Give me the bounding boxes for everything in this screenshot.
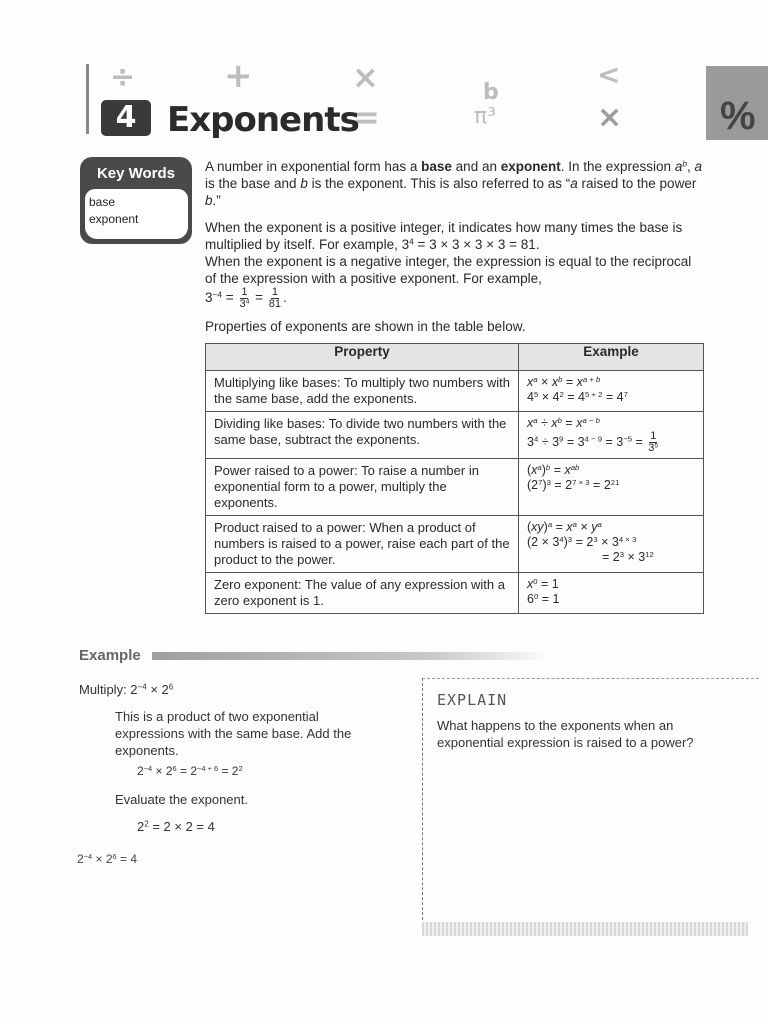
property-cell: Product raised to a power: When a product of numbers is raised to a power, raise each part of the product to the power. bbox=[206, 516, 519, 573]
key-word-base: base bbox=[89, 195, 116, 209]
fraction-symbol: b bbox=[483, 80, 499, 105]
explain-box-bottom-border bbox=[422, 922, 748, 936]
key-word-exponent: exponent bbox=[89, 212, 139, 226]
example-heading-rule bbox=[152, 652, 552, 660]
example-result: $2^{-4} \times 2^6 = 4$ bbox=[77, 851, 138, 866]
intro-paragraph-3: When the exponent is a negative integer, the expression is equal to the reciprocal of the expression with a positive exponent. For example, bbox=[205, 254, 692, 286]
table-header-example: Example bbox=[519, 344, 704, 371]
example-cell: $(x^a)^b = x^{ab}$ $(2^7)^3 = 2^{7 \times 3} = 2^{21}$ bbox=[519, 459, 704, 516]
example-step-1: This is a product of two exponential expressions with the same base. Add the exponents. bbox=[115, 709, 352, 758]
explain-title: EXPLAIN bbox=[437, 691, 508, 709]
plus-symbol: + bbox=[224, 56, 253, 96]
example-work-2: $2^2 = 2 \times 2 = 4$ bbox=[137, 819, 215, 834]
times-symbol-2: × bbox=[597, 100, 623, 135]
example-step-2: Evaluate the exponent. bbox=[115, 792, 248, 807]
table-row bbox=[206, 459, 704, 516]
property-cell: Power raised to a power: To raise a number in exponential form to a power, multiply the exponents. bbox=[206, 459, 519, 516]
left-margin-bar bbox=[86, 64, 89, 134]
less-than-symbol: < bbox=[597, 58, 621, 91]
intro-paragraph-1: A number in exponential form has a base and an exponent. In the expression $a^b$, a is the base and b is the exponent. This is also referred to as “a raised to the power b.” bbox=[205, 158, 703, 208]
table-row bbox=[206, 371, 704, 412]
property-cell: Multiplying like bases: To multiply two numbers with the same base, add the exponents. bbox=[206, 371, 519, 412]
intro-paragraph-4: Properties of exponents are shown in the table below. bbox=[205, 319, 526, 334]
explain-question: What happens to the exponents when an exponential expression is raised to a power? bbox=[437, 718, 694, 750]
intro-paragraph-2: When the exponent is a positive integer, it indicates how many times the base is multiplied by itself. For example, $3^4 = 3 \times 3 \times 3 \times 3 = 81$. bbox=[205, 220, 683, 252]
percent-symbol: % bbox=[720, 94, 756, 138]
table-header-property: Property bbox=[206, 344, 519, 371]
table-row bbox=[206, 573, 704, 614]
chapter-number-badge: 4 bbox=[101, 100, 151, 136]
negative-exponent-example: $3^{-4}$ = $\frac{1}{3^4}$ = $\frac{1}{81}$ . bbox=[205, 286, 287, 310]
table-row bbox=[206, 516, 704, 573]
table-row bbox=[206, 412, 704, 459]
pi-cubed-symbol: π³ bbox=[474, 104, 497, 129]
divide-symbol: ÷ bbox=[110, 60, 136, 95]
example-cell: $x^a \times x^b = x^{a + b}$ $4^5 \times 4^2 = 4^{5 + 2} = 4^7$ bbox=[519, 371, 704, 412]
example-cell: $x^0 = 1$ $6^0 = 1$ bbox=[519, 573, 704, 614]
key-words-title: Key Words bbox=[96, 165, 176, 182]
properties-table bbox=[205, 343, 704, 614]
property-cell: Zero exponent: The value of any expression with a zero exponent is 1. bbox=[206, 573, 519, 614]
example-prompt: Multiply: $2^{-4} \times 2^6$ bbox=[79, 682, 174, 697]
times-symbol: × bbox=[352, 58, 379, 96]
key-words-list bbox=[85, 189, 188, 239]
equals-symbol: = bbox=[353, 98, 380, 136]
table-header-row bbox=[206, 344, 704, 371]
example-cell: $x^a \div x^b = x^{a - b}$ $3^4 \div 3^9 = 3^{4 - 9} = 3^{-5}$ = $\frac{1}{3^5}$ bbox=[519, 412, 704, 459]
page-title: Exponents bbox=[167, 100, 359, 140]
example-heading: Example bbox=[79, 647, 141, 664]
key-words-box bbox=[80, 157, 192, 244]
property-cell: Dividing like bases: To divide two numbers with the same base, subtract the exponents. bbox=[206, 412, 519, 459]
example-cell: $(xy)^a = x^a \times y^a$ $(2 \times 3^4)^3 = 2^3 \times 3^{4 \times 3}$ = $2^3 \times 3^{12}$ bbox=[519, 516, 704, 573]
example-work-1: $2^{-4} \times 2^6 = 2^{-4 + 6} = 2^2$ bbox=[137, 763, 243, 778]
corner-tab bbox=[706, 66, 768, 140]
